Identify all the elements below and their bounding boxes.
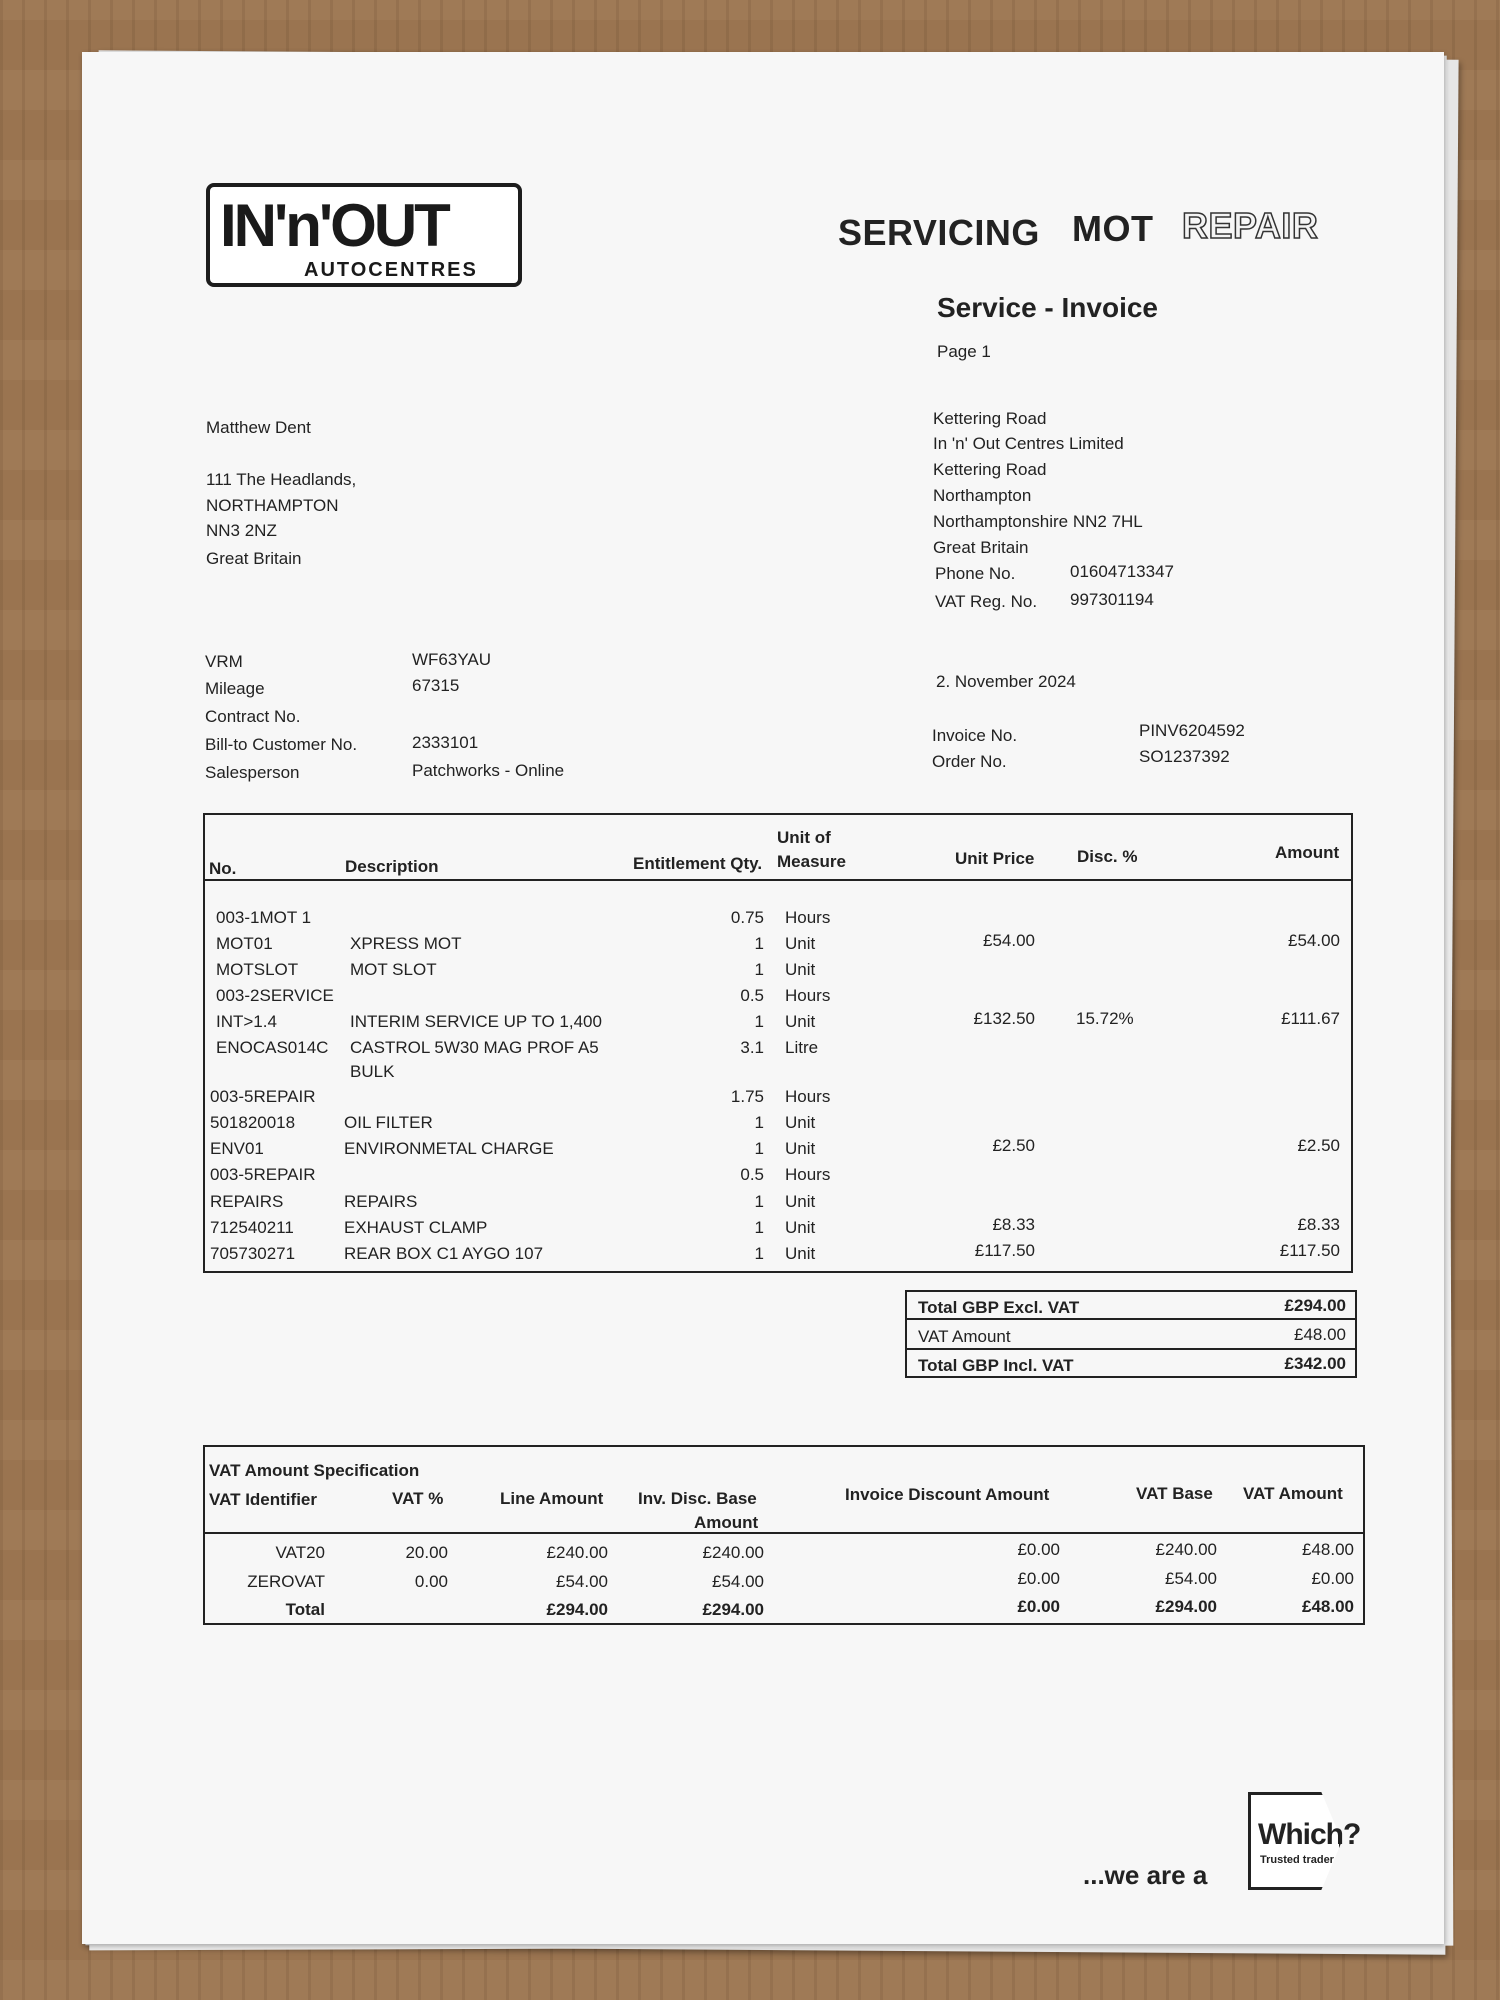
vat-header-inv-disc-base-2: Amount <box>694 1513 759 1532</box>
header-qty: Entitlement Qty. <box>633 854 763 873</box>
vat-reg-label: VAT Reg. No. <box>935 592 1038 611</box>
line-cell-qty: 1 <box>754 1113 764 1132</box>
vat-header-line-amount: Line Amount <box>500 1489 604 1508</box>
line-cell-no: 003-1MOT 1 <box>216 908 312 927</box>
line-cell-amount: £117.50 <box>1279 1241 1340 1260</box>
line-cell-amount: £54.00 <box>1288 931 1340 950</box>
billto-label: Bill-to Customer No. <box>205 735 358 754</box>
company-address-line: Great Britain <box>933 538 1029 557</box>
vat-cell-amt: £0.00 <box>1311 1569 1354 1588</box>
vat-cell-id: Total <box>285 1600 325 1619</box>
header-description: Description <box>345 857 439 876</box>
vat-header-pct: VAT % <box>392 1489 444 1508</box>
line-cell-uom: Unit <box>785 960 816 979</box>
page-label: Page 1 <box>937 342 991 361</box>
invoice-title: Service - Invoice <box>937 292 1159 323</box>
tagline-servicing: SERVICING <box>838 212 1040 253</box>
vat-reg-number: 997301194 <box>1070 590 1154 609</box>
vat-cell-disc: £0.00 <box>1017 1540 1060 1559</box>
vat-cell-line: £54.00 <box>556 1572 608 1591</box>
line-cell-no: 712540211 <box>210 1218 294 1237</box>
customer-address-line: NORTHAMPTON <box>206 496 339 515</box>
vrm-value: WF63YAU <box>412 650 492 669</box>
line-cell-uom: Hours <box>785 1087 831 1106</box>
vat-header-vat-base: VAT Base <box>1136 1484 1213 1503</box>
vat-cell-base: £294.00 <box>1155 1597 1217 1616</box>
line-cell-qty: 1 <box>754 1139 764 1158</box>
line-cell-no: 705730271 <box>210 1244 296 1263</box>
total-excl-label: Total GBP Excl. VAT <box>918 1298 1080 1317</box>
customer-address-line: 111 The Headlands, <box>206 470 357 489</box>
line-cell-desc: ENVIRONMETAL CHARGE <box>344 1139 554 1158</box>
vat-cell-disc: £0.00 <box>1017 1569 1060 1588</box>
header-unit-price: Unit Price <box>955 849 1035 868</box>
line-cell-uom: Unit <box>785 1218 816 1237</box>
tagline-mot: MOT <box>1072 208 1154 249</box>
mileage-value: 67315 <box>412 676 460 695</box>
line-cell-uom: Unit <box>785 1139 816 1158</box>
company-address-line: In 'n' Out Centres Limited <box>933 434 1124 453</box>
line-cell-no: ENOCAS014C <box>216 1038 329 1057</box>
contract-label: Contract No. <box>205 707 301 726</box>
which-trusted-text: Trusted trader <box>1260 1854 1334 1866</box>
company-address-line: Kettering Road <box>933 409 1047 428</box>
vat-cell-amt: £48.00 <box>1302 1540 1354 1559</box>
line-cell-desc-continued: BULK <box>350 1062 395 1081</box>
vrm-label: VRM <box>205 652 243 671</box>
vat-header-inv-disc-base-1: Inv. Disc. Base <box>638 1489 757 1508</box>
line-cell-qty: 1 <box>754 1012 764 1031</box>
line-cell-disc: 15.72% <box>1076 1009 1134 1028</box>
vat-cell-disc: £0.00 <box>1017 1597 1060 1616</box>
line-cell-uom: Hours <box>785 1165 831 1184</box>
line-cell-no: 003-2SERVICE <box>216 986 334 1005</box>
line-cell-amount: £2.50 <box>1297 1136 1340 1155</box>
salesperson-value: Patchworks - Online <box>412 761 565 780</box>
logo-main-text: IN'n'OUT <box>220 192 448 259</box>
line-cell-qty: 0.5 <box>740 986 764 1005</box>
vat-header-identifier: VAT Identifier <box>209 1490 317 1509</box>
line-cell-uom: Unit <box>785 1192 816 1211</box>
header-no: No. <box>209 859 237 878</box>
line-cell-price: £2.50 <box>992 1136 1035 1155</box>
invoice-no-label: Invoice No. <box>932 726 1018 745</box>
salesperson-label: Salesperson <box>205 763 300 782</box>
vat-amount-label: VAT Amount <box>918 1327 1011 1346</box>
company-address-line: Northamptonshire NN2 7HL <box>933 512 1143 531</box>
line-cell-no: MOTSLOT <box>216 960 299 979</box>
line-cell-no: MOT01 <box>216 934 273 953</box>
totals-divider <box>905 1348 1357 1350</box>
company-address-line: Northampton <box>933 486 1032 505</box>
header-uom-2: Measure <box>777 852 846 871</box>
line-cell-qty: 3.1 <box>740 1038 764 1057</box>
line-cell-uom: Unit <box>785 1012 816 1031</box>
header-disc: Disc. % <box>1077 847 1138 866</box>
line-cell-uom: Unit <box>785 1244 816 1263</box>
order-no-label: Order No. <box>932 752 1007 771</box>
line-cell-qty: 0.5 <box>740 1165 764 1184</box>
order-no-value: SO1237392 <box>1139 747 1230 766</box>
vat-cell-line: £240.00 <box>546 1543 608 1562</box>
line-cell-qty: 1 <box>754 934 764 953</box>
vat-cell-id: VAT20 <box>275 1543 325 1562</box>
line-cell-desc: REPAIRS <box>344 1192 418 1211</box>
line-cell-qty: 0.75 <box>730 908 764 927</box>
customer-address-line: Great Britain <box>206 549 302 568</box>
vat-header-invoice-discount: Invoice Discount Amount <box>845 1485 1050 1504</box>
billto-value: 2333101 <box>412 733 479 752</box>
line-cell-no: INT>1.4 <box>216 1012 277 1031</box>
company-address-line: Kettering Road <box>933 460 1047 479</box>
line-cell-qty: 1 <box>754 1244 764 1263</box>
line-cell-price: £132.50 <box>973 1009 1035 1028</box>
total-excl-value: £294.00 <box>1284 1296 1346 1315</box>
vat-cell-pct: 0.00 <box>414 1572 448 1591</box>
header-uom-1: Unit of <box>777 828 831 847</box>
line-cell-amount: £8.33 <box>1297 1215 1340 1234</box>
customer-address-line: NN3 2NZ <box>206 521 277 540</box>
line-cell-qty: 1.75 <box>730 1087 764 1106</box>
vat-cell-base: £240.00 <box>1155 1540 1217 1559</box>
line-cell-uom: Hours <box>785 986 831 1005</box>
line-cell-desc: MOT SLOT <box>350 960 437 979</box>
tagline-repair: REPAIR <box>1182 205 1319 246</box>
mileage-label: Mileage <box>205 679 265 698</box>
header-amount: Amount <box>1275 843 1340 862</box>
total-incl-label: Total GBP Incl. VAT <box>918 1356 1074 1375</box>
line-cell-price: £117.50 <box>974 1241 1035 1260</box>
line-cell-desc: REAR BOX C1 AYGO 107 <box>344 1244 544 1263</box>
vat-amount-value: £48.00 <box>1294 1325 1346 1344</box>
line-cell-uom: Hours <box>785 908 831 927</box>
which-logo-text: Which? <box>1258 1818 1361 1851</box>
invoice-no-value: PINV6204592 <box>1139 721 1245 740</box>
invoice-date: 2. November 2024 <box>936 672 1076 691</box>
line-cell-no: REPAIRS <box>210 1192 284 1211</box>
line-cell-price: £54.00 <box>983 931 1035 950</box>
totals-divider <box>905 1318 1357 1320</box>
customer-name: Matthew Dent <box>206 418 311 437</box>
vat-cell-inv: £294.00 <box>702 1600 764 1619</box>
vat-cell-amt: £48.00 <box>1302 1597 1354 1616</box>
vat-header-vat-amount: VAT Amount <box>1243 1484 1343 1503</box>
vat-cell-line: £294.00 <box>546 1600 608 1619</box>
line-cell-no: 003-5REPAIR <box>210 1087 316 1106</box>
vat-cell-base: £54.00 <box>1165 1569 1217 1588</box>
vat-cell-pct: 20.00 <box>405 1543 448 1562</box>
line-cell-no: 003-5REPAIR <box>210 1165 316 1184</box>
phone-label: Phone No. <box>935 564 1016 583</box>
we-are-text: ...we are a <box>1083 1860 1208 1890</box>
line-cell-no: ENV01 <box>210 1139 264 1158</box>
vat-spec-header-divider <box>203 1532 1365 1534</box>
vat-cell-id: ZEROVAT <box>247 1572 325 1591</box>
table-header-divider <box>203 879 1353 881</box>
line-cell-desc: INTERIM SERVICE UP TO 1,400 <box>350 1012 602 1031</box>
total-incl-value: £342.00 <box>1284 1354 1346 1373</box>
line-cell-qty: 1 <box>754 960 764 979</box>
vat-cell-inv: £54.00 <box>712 1572 764 1591</box>
phone-number: 01604713347 <box>1070 562 1175 581</box>
logo-sub-text: AUTOCENTRES <box>304 259 478 281</box>
line-cell-desc: CASTROL 5W30 MAG PROF A5 <box>350 1038 599 1057</box>
line-cell-desc: XPRESS MOT <box>350 934 462 953</box>
vat-spec-title: VAT Amount Specification <box>209 1461 420 1480</box>
line-cell-no: 501820018 <box>210 1113 296 1132</box>
company-logo <box>206 183 522 287</box>
line-cell-uom: Unit <box>785 934 816 953</box>
line-cell-desc: EXHAUST CLAMP <box>344 1218 488 1237</box>
line-cell-uom: Unit <box>785 1113 816 1132</box>
vat-cell-inv: £240.00 <box>702 1543 764 1562</box>
line-cell-amount: £111.67 <box>1281 1009 1340 1028</box>
line-cell-uom: Litre <box>785 1038 819 1057</box>
line-cell-price: £8.33 <box>992 1215 1035 1234</box>
line-cell-qty: 1 <box>754 1192 764 1211</box>
line-cell-qty: 1 <box>754 1218 764 1237</box>
line-cell-desc: OIL FILTER <box>344 1113 433 1132</box>
